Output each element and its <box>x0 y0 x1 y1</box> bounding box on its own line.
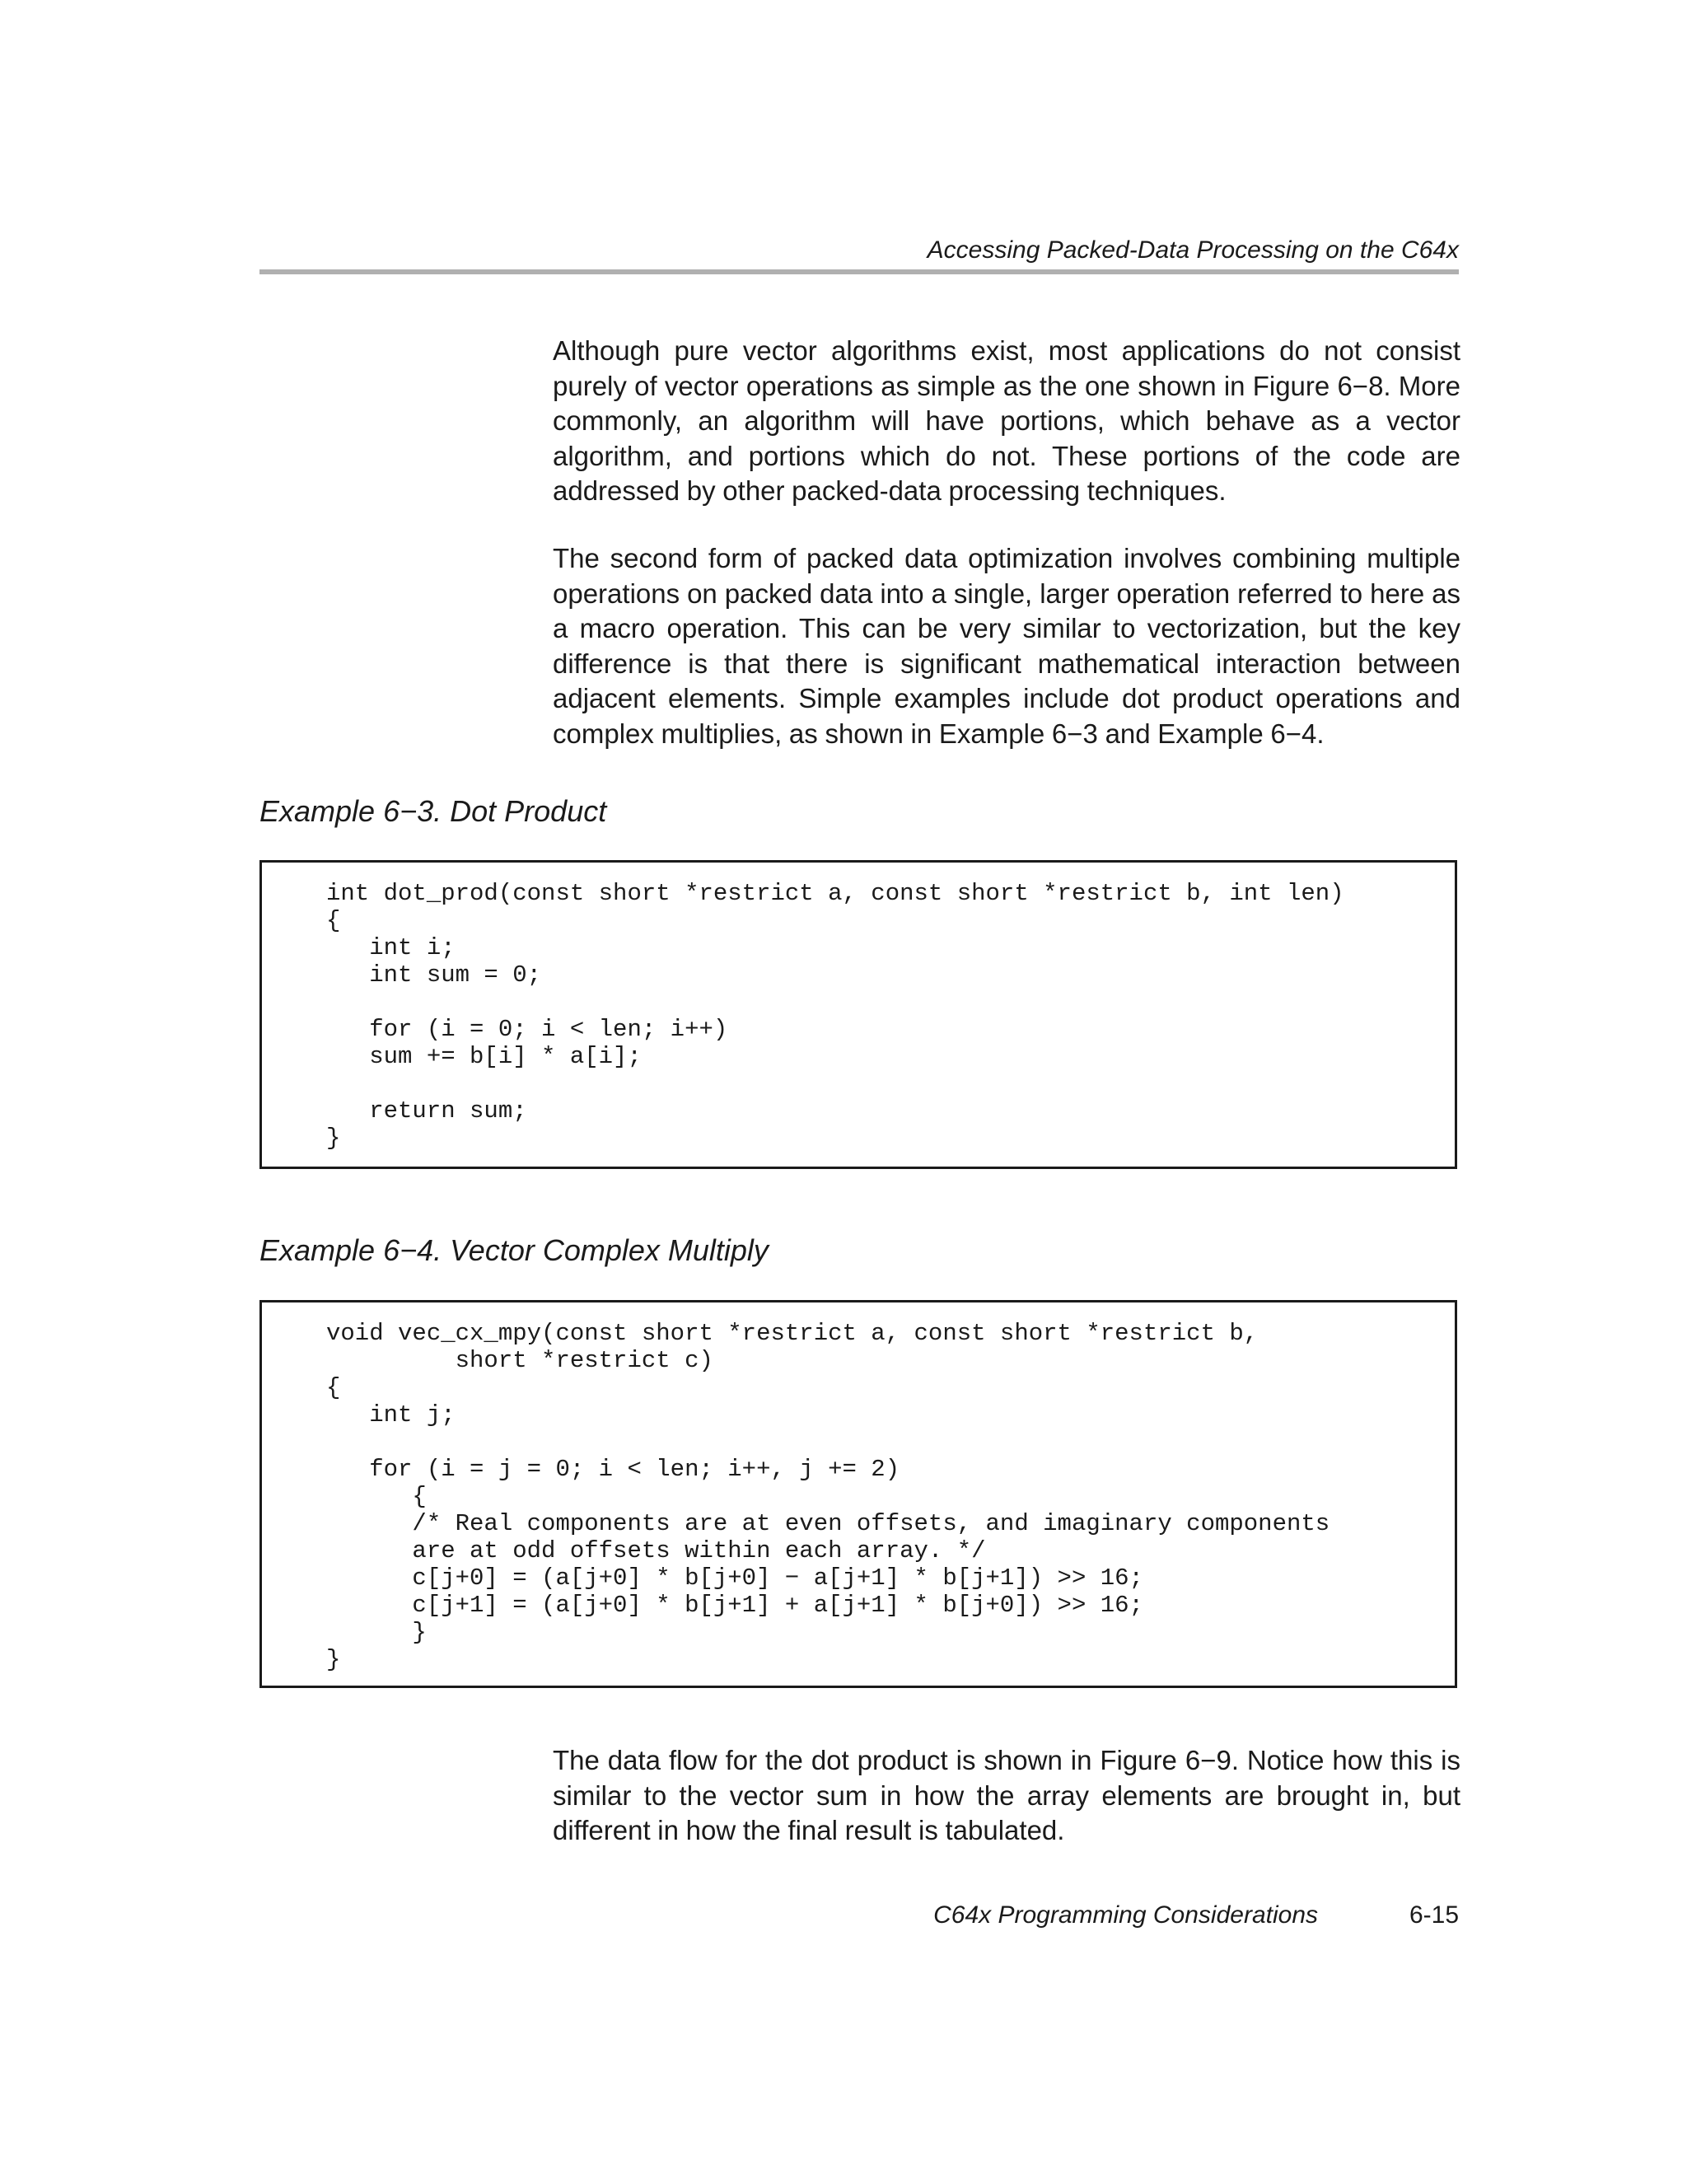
example-title-vector-complex-multiply: Example 6−4. Vector Complex Multiply <box>259 1233 769 1267</box>
running-header: Accessing Packed-Data Processing on the C64x <box>927 236 1459 264</box>
body-paragraph: The data flow for the dot product is shown in Figure 6−9. Notice how this is similar to the vector sum in how the array elements are brought in, but different in how the final result is tabulated. <box>553 1745 1460 1845</box>
example-title-dot-product: Example 6−3. Dot Product <box>259 794 607 828</box>
page-number: 6-15 <box>1409 1901 1459 1929</box>
code-listing-dot-product: int dot_prod(const short *restrict a, const short *restrict b, int len) { int i; int sum = 0; for (i = 0; i < len; i++) sum += b[i] * a[i]; return sum; } <box>326 880 1344 1152</box>
running-footer-title: C64x Programming Considerations <box>933 1901 1318 1929</box>
code-listing-vector-complex-multiply: void vec_cx_mpy(const short *restrict a, const short *restrict b, short *restrict c) { int j; for (i = j = 0; i < len; i++, j += 2) { /* Real components are at even offsets, and imaginary components are at odd offsets within each array. */ c[j+0] = (a[j+0] * b[j+0] − a[j+1] * b[j+1]) >> 16; c[j+1] = (a[j+0] * b[j+1] + a[j+1] * b[j+0]) >> 16; } } <box>326 1320 1330 1673</box>
header-rule <box>259 269 1459 274</box>
code-box-vector-complex-multiply <box>259 1300 1457 1688</box>
code-box-dot-product <box>259 860 1457 1169</box>
body-paragraph: Although pure vector algorithms exist, most applications do not consist purely of vector operations as simple as the one shown in Figure 6−8. More commonly, an algorithm will have portions, which behave as a vector algorithm, and portions which do not. These portions of the code are addressed by other packed-data processing techniques. <box>553 335 1460 506</box>
body-paragraph: The second form of packed data optimization involves combining multiple operations on packed data into a single, larger operation referred to here as a macro operation. This can be very similar to vectorization, but the key difference is that there is significant mathematical interaction between adjacent elements. Simple examples include dot product operations and complex multiplies, as shown in Example 6−3 and Example 6−4. <box>553 543 1460 749</box>
